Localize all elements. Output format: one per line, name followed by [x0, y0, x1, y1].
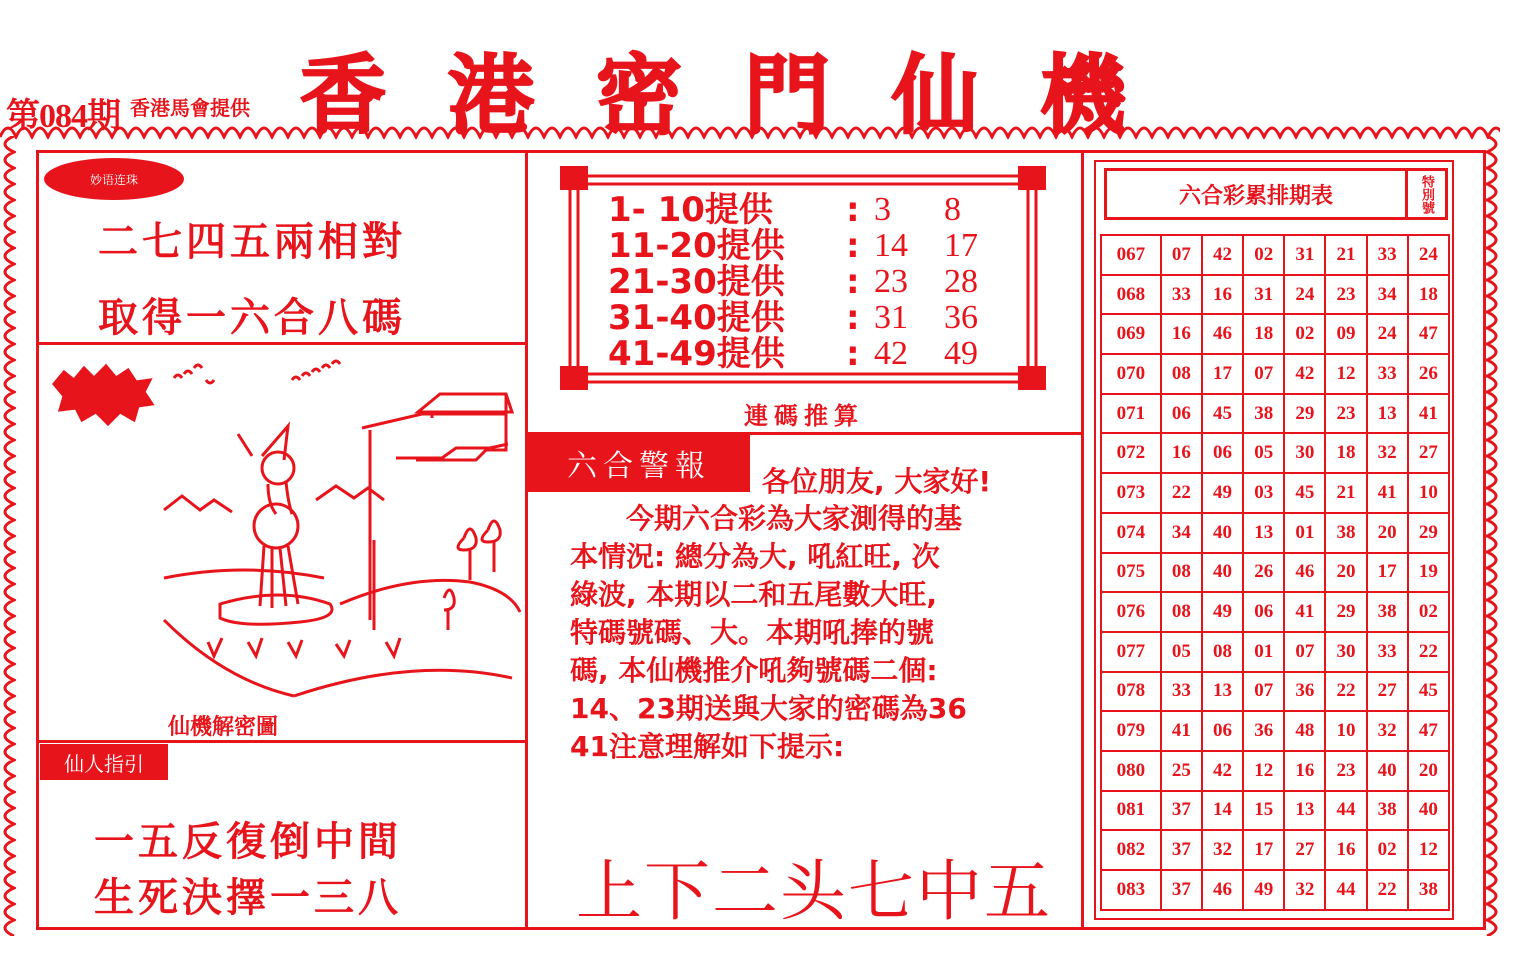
range-row [608, 264, 1004, 300]
number-cell: 49 [1202, 592, 1243, 632]
range-label: 1- 10提供 [608, 190, 773, 230]
number-cell: 32 [1284, 870, 1325, 910]
table-row [1101, 513, 1449, 553]
issue-number: 第084期 [6, 98, 120, 135]
notice-line: 特碼號碼、大。本期吼捧的號 [570, 616, 935, 649]
number-cell: 33 [1161, 275, 1202, 315]
number-cell: 45 [1408, 672, 1449, 712]
main-title: 香港密門仙機 [300, 46, 1188, 146]
range-row [608, 300, 1004, 336]
number-cell: 13 [1202, 672, 1243, 712]
number-cell: 33 [1367, 235, 1408, 275]
number-cell: 25 [1161, 751, 1202, 791]
number-cell: 18 [1408, 275, 1449, 315]
scallop-border-left [0, 136, 16, 936]
guide-tag: 仙人指引 [40, 744, 168, 780]
issue-cell: 069 [1101, 314, 1161, 354]
number-cell: 31 [1243, 275, 1284, 315]
number-cell: 01 [1284, 513, 1325, 553]
number-cell: 22 [1408, 632, 1449, 672]
range-number-a: 3 [874, 191, 891, 228]
number-cell: 06 [1243, 592, 1284, 632]
number-cell: 46 [1202, 870, 1243, 910]
number-cell: 27 [1284, 830, 1325, 870]
number-cell: 08 [1161, 354, 1202, 394]
issue-cell: 081 [1101, 791, 1161, 831]
notice-line: 綠波, 本期以二和五尾數大旺, [570, 578, 938, 611]
issue-cell: 079 [1101, 711, 1161, 751]
table-header [1104, 168, 1448, 220]
number-cell: 23 [1325, 751, 1366, 791]
number-cell: 36 [1243, 711, 1284, 751]
issue-cell: 078 [1101, 672, 1161, 712]
table-row [1101, 791, 1449, 831]
number-cell: 21 [1325, 235, 1366, 275]
issue-cell: 076 [1101, 592, 1161, 632]
range-row [608, 192, 1004, 228]
range-label: 21-30提供 [608, 262, 785, 302]
number-cell: 47 [1408, 314, 1449, 354]
puzzle-drawing [40, 350, 524, 700]
table-row [1101, 632, 1449, 672]
special-number-label: 特別號 [1405, 171, 1445, 217]
issue-cell: 073 [1101, 473, 1161, 513]
number-cell: 20 [1408, 751, 1449, 791]
divider [36, 740, 528, 743]
range-separator: : [846, 226, 860, 266]
divider [36, 342, 528, 345]
number-cell: 08 [1202, 632, 1243, 672]
number-cell: 03 [1243, 473, 1284, 513]
range-number-a: 23 [874, 263, 908, 300]
range-number-b: 49 [944, 335, 978, 372]
range-number-a: 42 [874, 335, 908, 372]
riddle-line-1: 二七四五兩相對 [98, 219, 406, 265]
number-cell: 02 [1367, 830, 1408, 870]
number-cell: 15 [1243, 791, 1284, 831]
number-cell: 06 [1202, 433, 1243, 473]
number-cell: 41 [1284, 592, 1325, 632]
range-number-b: 8 [944, 191, 961, 228]
table-row [1101, 592, 1449, 632]
number-cell: 23 [1325, 394, 1366, 434]
range-separator: : [846, 262, 860, 302]
number-cell: 40 [1202, 553, 1243, 593]
number-cell: 16 [1325, 830, 1366, 870]
number-cell: 45 [1202, 394, 1243, 434]
table-row [1101, 830, 1449, 870]
table-row [1101, 433, 1449, 473]
range-row [608, 336, 1004, 372]
number-cell: 30 [1284, 433, 1325, 473]
number-cell: 13 [1284, 791, 1325, 831]
number-cell: 06 [1161, 394, 1202, 434]
number-cell: 07 [1161, 235, 1202, 275]
greeting: 各位朋友, 大家好! [762, 465, 992, 498]
notice-line: 今期六合彩為大家測得的基 [626, 502, 963, 535]
number-cell: 26 [1243, 553, 1284, 593]
number-cell: 27 [1408, 433, 1449, 473]
number-cell: 12 [1408, 830, 1449, 870]
table-row [1101, 553, 1449, 593]
table-row [1101, 394, 1449, 434]
scallop-border-top [0, 123, 1500, 139]
number-cell: 24 [1408, 235, 1449, 275]
results-table [1100, 234, 1450, 911]
number-cell: 02 [1284, 314, 1325, 354]
table-row [1101, 751, 1449, 791]
issue-cell: 070 [1101, 354, 1161, 394]
number-cell: 40 [1367, 751, 1408, 791]
scallop-border-right [1484, 136, 1502, 936]
number-cell: 06 [1202, 711, 1243, 751]
number-cell: 22 [1367, 870, 1408, 910]
number-cell: 44 [1325, 791, 1366, 831]
range-row [608, 228, 1004, 264]
number-cell: 29 [1408, 513, 1449, 553]
number-cell: 29 [1284, 394, 1325, 434]
number-cell: 09 [1325, 314, 1366, 354]
number-cell: 07 [1243, 354, 1284, 394]
number-cell: 33 [1161, 672, 1202, 712]
slogan-badge: 妙语连珠 [44, 158, 184, 200]
number-cell: 37 [1161, 830, 1202, 870]
riddle-line-3: 一五反復倒中間 [94, 819, 402, 865]
number-cell: 47 [1408, 711, 1449, 751]
number-cell: 49 [1202, 473, 1243, 513]
number-cell: 45 [1284, 473, 1325, 513]
number-cell: 46 [1202, 314, 1243, 354]
number-cell: 17 [1202, 354, 1243, 394]
number-cell: 12 [1325, 354, 1366, 394]
number-cell: 38 [1325, 513, 1366, 553]
number-cell: 17 [1243, 830, 1284, 870]
number-cell: 40 [1408, 791, 1449, 831]
number-cell: 48 [1284, 711, 1325, 751]
number-cell: 38 [1367, 791, 1408, 831]
number-cell: 07 [1243, 672, 1284, 712]
number-cell: 05 [1161, 632, 1202, 672]
issue-cell: 077 [1101, 632, 1161, 672]
number-cell: 49 [1243, 870, 1284, 910]
range-number-b: 17 [944, 227, 978, 264]
table-title: 六合彩累排期表 [1178, 183, 1333, 209]
table-row [1101, 711, 1449, 751]
number-cell: 33 [1367, 354, 1408, 394]
range-number-b: 28 [944, 263, 978, 300]
number-cell: 33 [1367, 632, 1408, 672]
number-cell: 22 [1325, 672, 1366, 712]
table-row [1101, 275, 1449, 315]
number-cell: 42 [1284, 354, 1325, 394]
number-cell: 02 [1243, 235, 1284, 275]
range-number-a: 14 [874, 227, 908, 264]
range-separator: : [846, 298, 860, 338]
number-cell: 13 [1367, 394, 1408, 434]
number-cell: 32 [1202, 830, 1243, 870]
range-label: 41-49提供 [608, 334, 785, 374]
table-row [1101, 235, 1449, 275]
number-cell: 30 [1325, 632, 1366, 672]
riddle-line-2: 取得一六合八碼 [98, 295, 406, 341]
notice-line: 41注意理解如下提示: [570, 730, 845, 763]
number-cell: 24 [1284, 275, 1325, 315]
number-cell: 10 [1325, 711, 1366, 751]
number-cell: 32 [1367, 711, 1408, 751]
number-cell: 46 [1284, 553, 1325, 593]
number-cell: 42 [1202, 235, 1243, 275]
table-row [1101, 314, 1449, 354]
number-cell: 20 [1325, 553, 1366, 593]
table-row [1101, 870, 1449, 910]
issue-cell: 067 [1101, 235, 1161, 275]
ranges-list [608, 192, 1004, 372]
number-cell: 26 [1408, 354, 1449, 394]
number-cell: 08 [1161, 553, 1202, 593]
number-cell: 40 [1202, 513, 1243, 553]
number-cell: 16 [1161, 314, 1202, 354]
issue-cell: 074 [1101, 513, 1161, 553]
notice-line: 本情況: 總分為大, 吼紅旺, 次 [570, 540, 940, 573]
range-label: 31-40提供 [608, 298, 785, 338]
range-separator: : [846, 334, 860, 374]
notice-line: 碼, 本仙機推介吼夠號碼二個: [570, 654, 938, 687]
number-cell: 13 [1243, 513, 1284, 553]
issue-cell: 072 [1101, 433, 1161, 473]
number-cell: 32 [1367, 433, 1408, 473]
number-cell: 37 [1161, 791, 1202, 831]
number-cell: 27 [1367, 672, 1408, 712]
number-cell: 38 [1243, 394, 1284, 434]
table-row [1101, 473, 1449, 513]
number-cell: 34 [1161, 513, 1202, 553]
number-cell: 37 [1161, 870, 1202, 910]
number-cell: 18 [1243, 314, 1284, 354]
number-cell: 08 [1161, 592, 1202, 632]
number-cell: 23 [1325, 275, 1366, 315]
picture-caption: 仙機解密圖 [168, 715, 279, 740]
table-row [1101, 672, 1449, 712]
number-cell: 38 [1408, 870, 1449, 910]
table-row [1101, 354, 1449, 394]
bottom-hint: 上下二头七中五 [576, 853, 1052, 930]
range-number-b: 36 [944, 299, 978, 336]
number-cell: 21 [1325, 473, 1366, 513]
notice-text [570, 500, 1050, 766]
number-cell: 05 [1243, 433, 1284, 473]
ranges-caption: 連碼推算 [744, 402, 864, 430]
number-cell: 12 [1243, 751, 1284, 791]
number-cell: 16 [1202, 275, 1243, 315]
number-cell: 24 [1367, 314, 1408, 354]
number-cell: 41 [1408, 394, 1449, 434]
number-cell: 19 [1408, 553, 1449, 593]
number-cell: 17 [1367, 553, 1408, 593]
number-cell: 29 [1325, 592, 1366, 632]
provider-label: 香港馬會提供 [130, 96, 250, 120]
number-cell: 44 [1325, 870, 1366, 910]
number-cell: 31 [1284, 235, 1325, 275]
number-cell: 02 [1408, 592, 1449, 632]
alert-tag: 六合警報 [528, 434, 750, 492]
range-number-a: 31 [874, 299, 908, 336]
issue-cell: 068 [1101, 275, 1161, 315]
issue-cell: 082 [1101, 830, 1161, 870]
range-label: 11-20提供 [608, 226, 785, 266]
number-cell: 20 [1367, 513, 1408, 553]
number-cell: 42 [1202, 751, 1243, 791]
issue-cell: 080 [1101, 751, 1161, 791]
issue-cell: 071 [1101, 394, 1161, 434]
number-cell: 07 [1284, 632, 1325, 672]
notice-line: 14、23期送與大家的密碼為36 [570, 692, 967, 725]
issue-cell: 083 [1101, 870, 1161, 910]
number-cell: 16 [1284, 751, 1325, 791]
issue-cell: 075 [1101, 553, 1161, 593]
number-cell: 01 [1243, 632, 1284, 672]
number-cell: 18 [1325, 433, 1366, 473]
number-cell: 41 [1161, 711, 1202, 751]
number-cell: 14 [1202, 791, 1243, 831]
number-cell: 34 [1367, 275, 1408, 315]
number-cell: 10 [1408, 473, 1449, 513]
number-cell: 16 [1161, 433, 1202, 473]
riddle-line-4: 生死決擇一三八 [94, 875, 402, 921]
number-cell: 38 [1367, 592, 1408, 632]
number-cell: 36 [1284, 672, 1325, 712]
number-cell: 22 [1161, 473, 1202, 513]
number-cell: 41 [1367, 473, 1408, 513]
range-separator: : [846, 190, 860, 230]
